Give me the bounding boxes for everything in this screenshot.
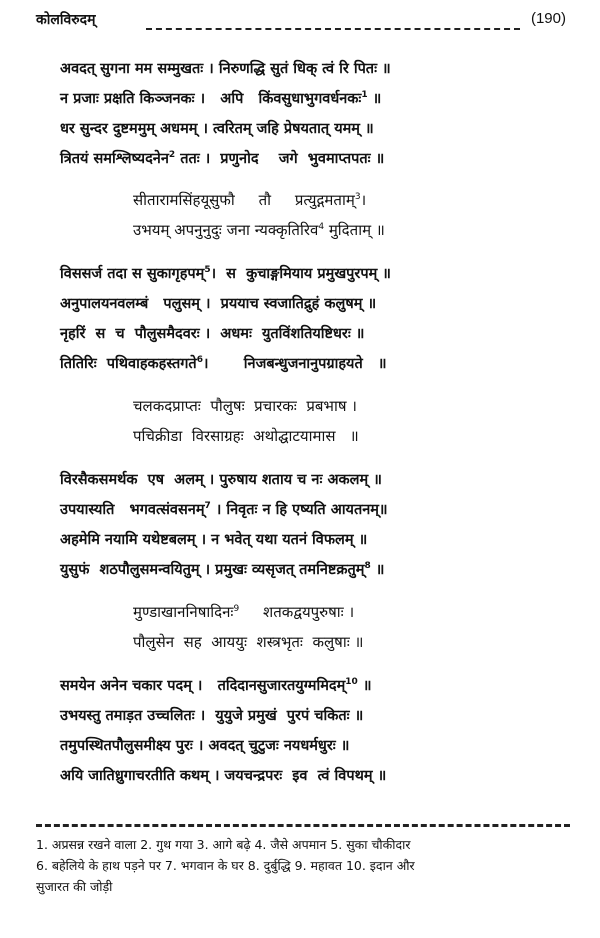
verse-text: मुण्डाखाननिषादिनः xyxy=(133,603,234,621)
page-number: (190) xyxy=(530,10,566,27)
verse-text: अहमेमि नयामि यथेष्टबलम् । न भवेत् यथा यतनं विफलम् ॥ xyxy=(60,532,368,548)
footnote-line: 6. बहेलिये के हाथ पड़ने पर 7. भगवान के घर 8. दुर्बुद्धि 9. महावत 10. इदान और xyxy=(36,858,415,873)
footnote-marker: 1 xyxy=(361,90,368,101)
verse-text: त्रितयं समश्लिष्यदनेन xyxy=(60,151,169,167)
verse-text: युसुफं शठपौलुसमन्वयितुम् । प्रमुखः व्यसृजत् तमनिष्टक्रतुम् xyxy=(60,562,365,578)
verse-line-indented xyxy=(133,632,364,652)
verse-line xyxy=(60,529,545,549)
footnote-marker: 10 xyxy=(345,677,358,688)
verse-text: अनुपालयनवलम्बं पलुसम् । प्रययाच स्वजातिद्रुहं कलुषम् ॥ xyxy=(60,296,377,312)
verse-wrap xyxy=(133,602,354,622)
verse-wrap xyxy=(60,353,387,373)
verse-wrap xyxy=(133,426,359,446)
footnote-marker: 8 xyxy=(364,561,371,572)
verse-text: उपयास्यति भगवत्संवसनम् xyxy=(60,502,205,518)
verse-line-indented xyxy=(133,602,354,622)
verse-wrap xyxy=(60,705,363,725)
verse-text: अवदत् सुगना मम सम्मुखतः । निरुणद्धि सुतं धिक् त्वं रि पितः ॥ xyxy=(60,61,391,77)
verse-text: विससर्ज तदा स सुकागृहपम् xyxy=(60,266,205,282)
verse-wrap xyxy=(60,469,382,489)
footnote-marker: 7 xyxy=(204,501,211,512)
verse-wrap xyxy=(60,765,386,785)
verse-line-indented xyxy=(133,396,357,416)
verse-wrap xyxy=(60,263,391,283)
verse-line xyxy=(60,765,545,785)
verse-text: विरसैकसमर्थक एष अलम् । पुरुषाय शताय च नः अकलम् ॥ xyxy=(60,472,382,488)
verse-wrap xyxy=(60,323,365,343)
verse-line xyxy=(60,323,545,343)
verse-line xyxy=(60,469,545,489)
verse-line xyxy=(60,499,545,519)
verse-text: चलकदप्राप्तः पौलुषः प्रचारकः प्रबभाष । xyxy=(133,397,357,415)
page-header xyxy=(36,6,566,34)
verse-text: धर सुन्दर दुष्टममुम् अधमम् । त्वरितम् जहि प्रेषयतात् यमम् ॥ xyxy=(60,121,374,137)
footnote-marker: 2 xyxy=(168,150,176,161)
verse-text: तमुपस्थितपौलुसमीक्ष्य पुरः । अवदत् चुटुजः नयधर्मधुरः ॥ xyxy=(60,738,350,754)
verse-text: तितिरिः पथिवाहकहस्तगते xyxy=(60,356,197,372)
verse-wrap xyxy=(133,190,366,210)
verse-line xyxy=(60,263,545,283)
verse-text: न प्रजाः प्रक्षति किञ्जनकः । अपि किंवसुधाभुगवर्धनकः xyxy=(60,91,362,107)
verse-wrap xyxy=(133,220,385,240)
verse-text-end: । निवृतः न हि एष्यति आयतनम्॥ xyxy=(210,502,388,518)
verse-text: सीतारामसिंहयूसुफौ तौ प्रत्युद्गमताम् xyxy=(133,191,355,209)
verse-wrap xyxy=(60,675,372,695)
footnote-divider xyxy=(36,824,570,827)
verse-line xyxy=(60,58,545,78)
verse-text: नृहरिं स च पौलुसमैदवरः । अधमः युतविंशतियष्टिधरः ॥ xyxy=(60,326,365,342)
verse-text-end: ॥ xyxy=(357,678,372,694)
footnote-marker: 9 xyxy=(233,604,240,614)
verse-wrap xyxy=(60,293,376,313)
verse-wrap xyxy=(60,499,388,519)
verse-wrap xyxy=(133,396,357,416)
footnotes xyxy=(36,834,581,897)
footnote-line: 1. अप्रसन्न रखने वाला 2. गुथ गया 3. आगे बढ़े 4. जैसे अपमान 5. सुका चौकीदार xyxy=(36,837,411,852)
verse-text: पौलुसेन सह आययुः शस्त्रभृतः कलुषाः ॥ xyxy=(133,633,364,651)
verse-wrap xyxy=(133,632,364,652)
verse-text: अयि जातिध्रुगाचरतीति कथम् । जयचन्द्रपरः इव त्वं विपथम् ॥ xyxy=(60,768,387,784)
footnote-line: सुजारत की जोड़ी xyxy=(36,879,113,894)
verse-line xyxy=(60,675,545,695)
verse-text-end: शतकद्वयपुरुषाः । xyxy=(239,603,355,621)
verse-text-end: ॥ xyxy=(370,562,385,578)
verse-wrap xyxy=(60,118,374,138)
verse-line-indented xyxy=(133,220,385,240)
verse-line xyxy=(60,88,545,108)
verse-text: उभयस्तु तमाड़त उच्चलितः । युयुजे प्रमुखं पुरपं चकितः ॥ xyxy=(60,708,364,724)
verse-text-end: । स कुचाङ्गमियाय प्रमुखपुरपम् ॥ xyxy=(210,266,391,282)
verse-line xyxy=(60,559,545,579)
verse-line-indented xyxy=(133,426,359,446)
verse-text-end: ततः । प्रणुनोद जगे भुवमाप्तपतः ॥ xyxy=(175,151,385,167)
verse-wrap xyxy=(60,735,349,755)
verse-wrap xyxy=(60,559,384,579)
verse-wrap xyxy=(60,148,384,168)
verse-line xyxy=(60,148,545,168)
verse-text: समयेन अनेन चकार पदम् । तदिदानसुजारतयुग्ममिदम् xyxy=(60,678,346,694)
verse-text-end: । निजबन्धुजनानुपग्राहयते ॥ xyxy=(202,356,387,372)
book-title: कोलविरुदम् xyxy=(36,12,96,28)
verse-line-indented xyxy=(133,190,366,210)
verse-wrap xyxy=(60,58,391,78)
verse-text-end: ॥ xyxy=(367,91,382,107)
verse-text: उभयम् अपनुनुदुः जना न्यक्कृतिरिव xyxy=(133,221,319,239)
verse-wrap xyxy=(60,88,381,108)
verse-text: पचिक्रीडा विरसाग्रहः अथोद्घाटयामास ॥ xyxy=(133,427,359,445)
verse-wrap xyxy=(60,529,367,549)
verse-line xyxy=(60,705,545,725)
footnote-marker: 5 xyxy=(204,265,211,276)
verse-text-end: । xyxy=(360,191,367,209)
verse-line xyxy=(60,293,545,313)
footnote-marker: 6 xyxy=(196,355,203,366)
header-rule xyxy=(146,28,520,30)
verse-line xyxy=(60,353,545,373)
verse-line xyxy=(60,118,545,138)
footnote-marker: 4 xyxy=(318,222,325,232)
verse-text-end: मुदिताम् ॥ xyxy=(324,221,385,239)
footnote-marker: 3 xyxy=(354,192,361,202)
verse-line xyxy=(60,735,545,755)
